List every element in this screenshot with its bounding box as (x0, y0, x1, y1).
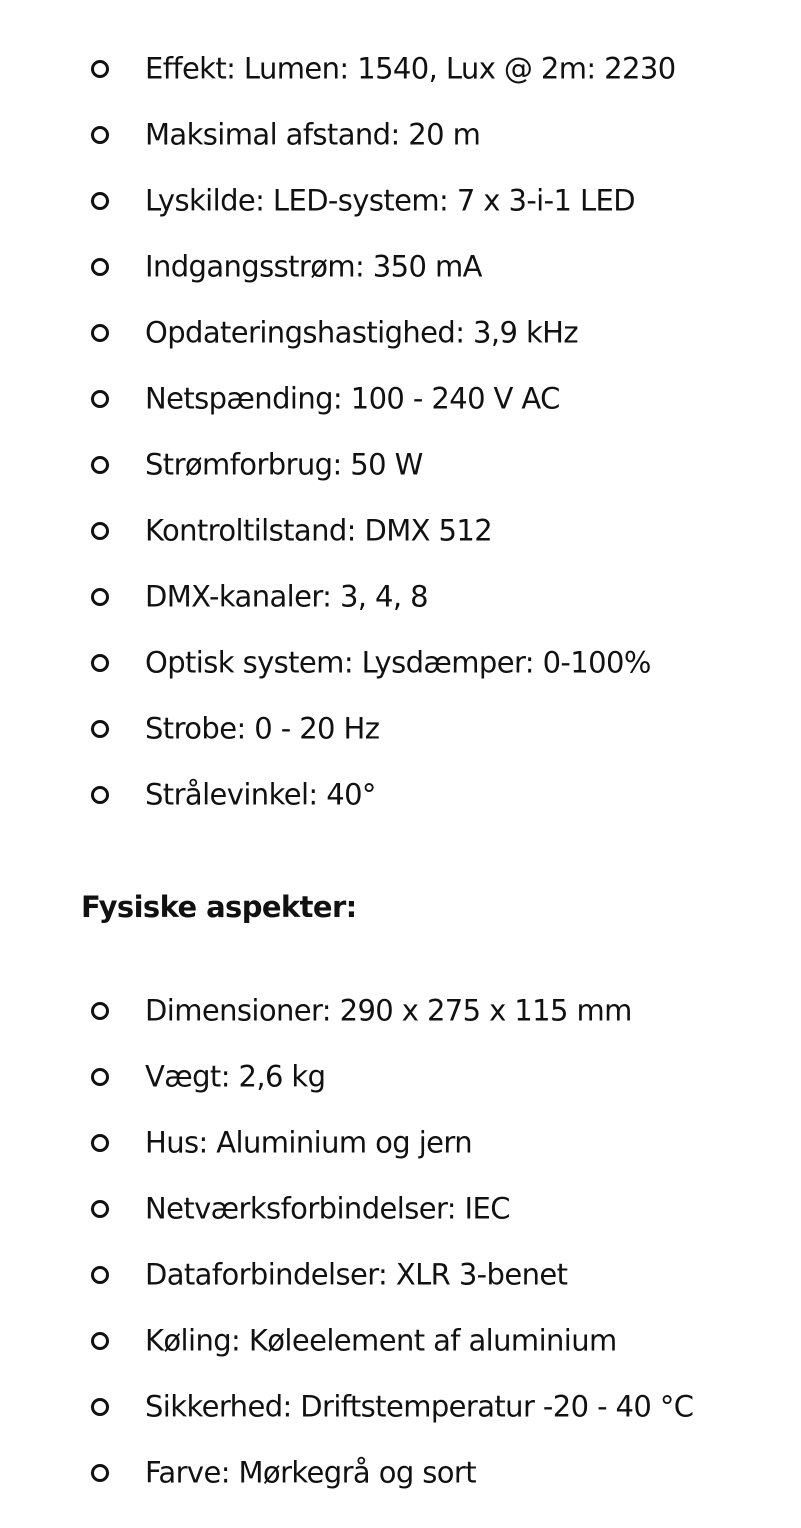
circle-bullet-icon (91, 1002, 109, 1020)
section-heading: Fysiske aspekter: (81, 890, 357, 924)
list-item-text: Effekt: Lumen: 1540, Lux @ 2m: 2230 (145, 51, 676, 86)
circle-bullet-icon (91, 588, 109, 606)
list-item-text: Strømforbrug: 50 W (145, 447, 423, 482)
circle-bullet-icon (91, 786, 109, 804)
list-item-text: Optisk system: Lysdæmper: 0-100% (145, 645, 651, 680)
list-item (0, 1374, 801, 1440)
circle-bullet-icon (91, 258, 109, 276)
list-item-text: Netspænding: 100 - 240 V AC (145, 381, 560, 416)
list-item-text: Lyskilde: LED-system: 7 x 3-i-1 LED (145, 183, 635, 218)
circle-bullet-icon (91, 324, 109, 342)
list-item (0, 978, 801, 1044)
circle-bullet-icon (91, 1200, 109, 1218)
list-item-text: Strålevinkel: 40° (145, 777, 376, 812)
list-item-text: Kontroltilstand: DMX 512 (145, 513, 493, 548)
circle-bullet-icon (91, 522, 109, 540)
circle-bullet-icon (91, 654, 109, 672)
list-item (0, 630, 801, 696)
list-item (0, 498, 801, 564)
list-item (0, 1242, 801, 1308)
list-item-text: Farve: Mørkegrå og sort (145, 1455, 477, 1490)
list-item-text: Køling: Køleelement af aluminium (145, 1323, 617, 1358)
circle-bullet-icon (91, 456, 109, 474)
circle-bullet-icon (91, 192, 109, 210)
circle-bullet-icon (91, 1332, 109, 1350)
list-item-text: Hus: Aluminium og jern (145, 1125, 473, 1160)
list-item-text: Indgangsstrøm: 350 mA (145, 249, 482, 284)
list-item (0, 102, 801, 168)
list-item (0, 564, 801, 630)
list-item-text: Dimensioner: 290 x 275 x 115 mm (145, 993, 632, 1028)
list-item-text: Opdateringshastighed: 3,9 kHz (145, 315, 578, 350)
list-item (0, 300, 801, 366)
list-item-text: Netværksforbindelser: IEC (145, 1191, 510, 1226)
circle-bullet-icon (91, 1134, 109, 1152)
list-item (0, 1110, 801, 1176)
list-item (0, 1308, 801, 1374)
list-item (0, 762, 801, 828)
list-item (0, 1440, 801, 1506)
list-item (0, 36, 801, 102)
circle-bullet-icon (91, 1398, 109, 1416)
list-item (0, 432, 801, 498)
list-item (0, 696, 801, 762)
list-item (0, 234, 801, 300)
list-item-text: Strobe: 0 - 20 Hz (145, 711, 380, 746)
list-item-text: Sikkerhed: Driftstemperatur -20 - 40 °C (145, 1389, 694, 1424)
list-item (0, 168, 801, 234)
circle-bullet-icon (91, 1464, 109, 1482)
circle-bullet-icon (91, 60, 109, 78)
circle-bullet-icon (91, 1068, 109, 1086)
specs-list (0, 36, 801, 828)
physical-list (0, 978, 801, 1506)
circle-bullet-icon (91, 720, 109, 738)
list-item (0, 366, 801, 432)
list-item-text: DMX-kanaler: 3, 4, 8 (145, 579, 428, 614)
circle-bullet-icon (91, 1266, 109, 1284)
list-item (0, 1176, 801, 1242)
list-item-text: Dataforbindelser: XLR 3-benet (145, 1257, 568, 1292)
list-item (0, 1044, 801, 1110)
list-item-text: Maksimal afstand: 20 m (145, 117, 481, 152)
circle-bullet-icon (91, 390, 109, 408)
list-item-text: Vægt: 2,6 kg (145, 1059, 326, 1094)
circle-bullet-icon (91, 126, 109, 144)
